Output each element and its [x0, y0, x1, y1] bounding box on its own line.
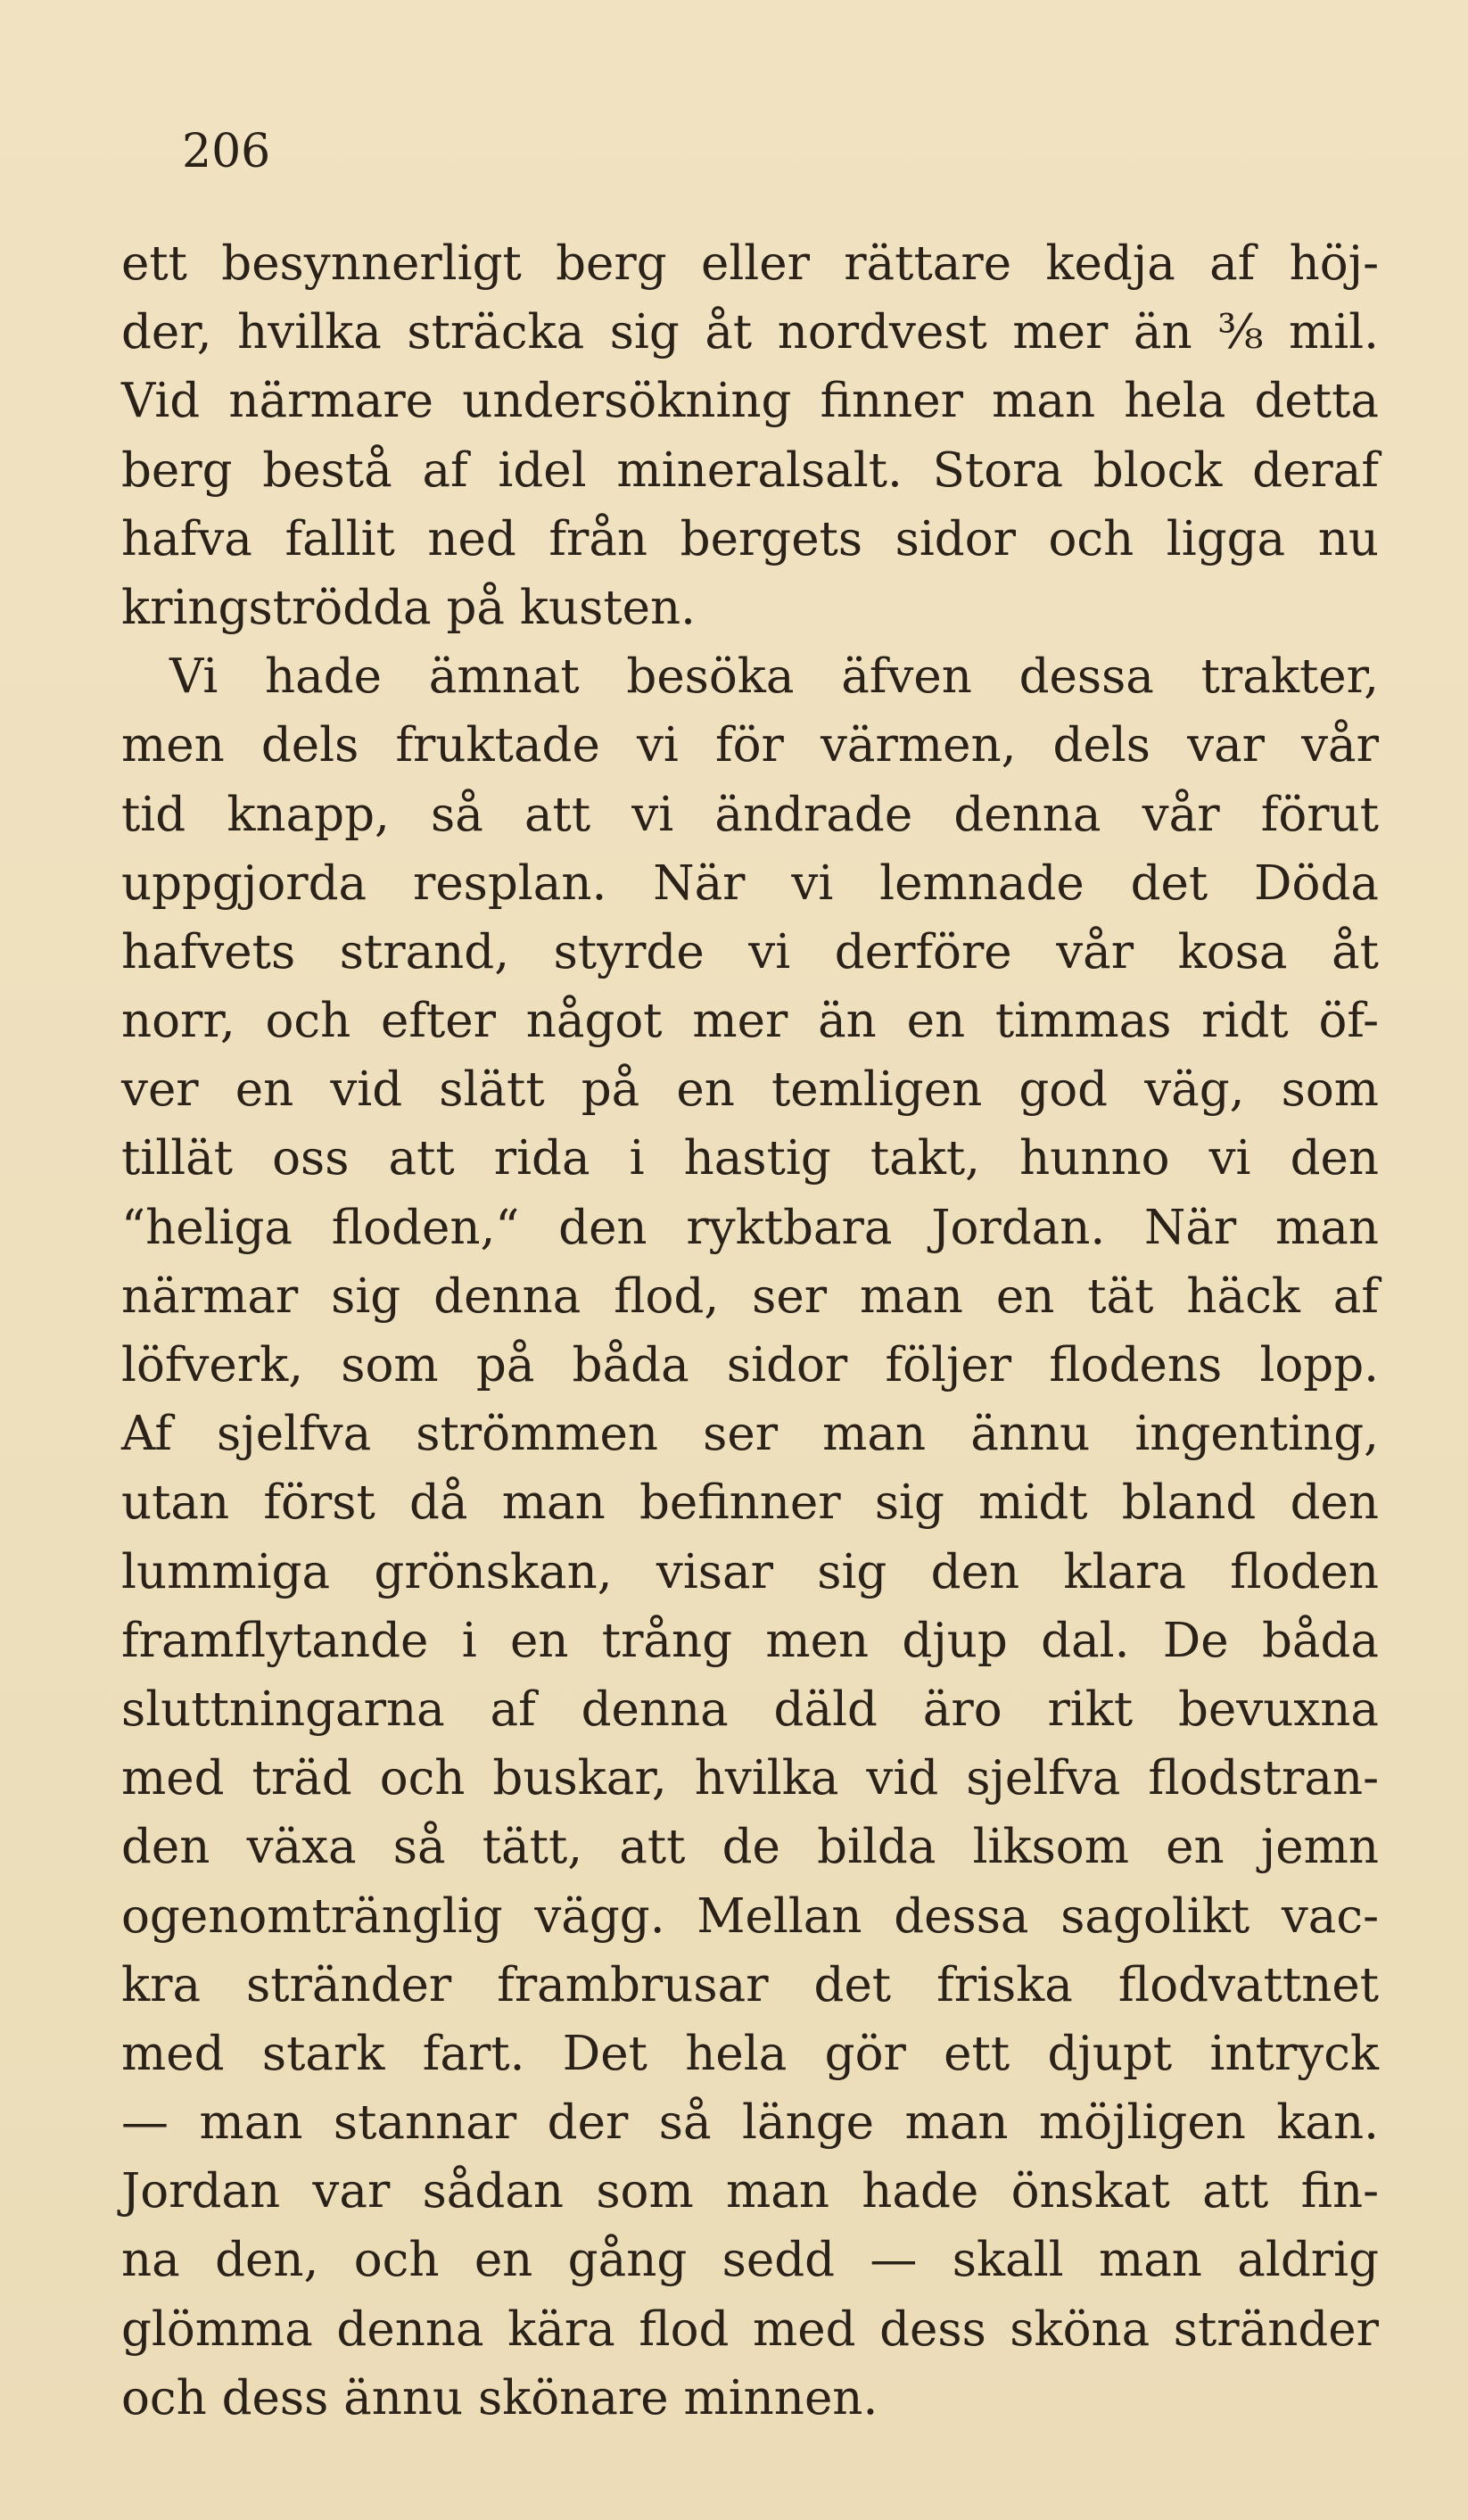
text-line: “heliga floden,“ den ryktbara Jordan. När man [121, 1200, 1379, 1255]
text-line: Vid närmare undersökning finner man hela detta [121, 374, 1379, 429]
text-line: och dess ännu skönare minnen. [121, 2370, 878, 2425]
text-line: norr, och efter något mer än en timmas ridt öf- [121, 994, 1379, 1049]
text-line: ver en vid slätt på en temligen god väg, som [121, 1062, 1379, 1118]
text-line: ett besynnerligt berg eller rättare kedja af höj- [121, 236, 1379, 291]
text-line: kringströdda på kusten. [121, 580, 696, 635]
text-line: uppgjorda resplan. När vi lemnade det Döda [121, 855, 1379, 911]
text-line: Jordan var sådan som man hade önskat att fin- [121, 2164, 1379, 2219]
body-text [121, 229, 1379, 2433]
text-line: tillät oss att rida i hastig takt, hunno vi den [121, 1131, 1379, 1186]
text-line: Af sjelfva strömmen ser man ännu ingenting, [121, 1407, 1379, 1462]
text-line: men dels fruktade vi för värmen, dels var vår [121, 718, 1379, 773]
text-line: glömma denna kära flod med dess sköna stränder [121, 2301, 1379, 2357]
text-line: lummiga grönskan, visar sig den klara floden [121, 1544, 1379, 1599]
text-line: berg bestå af idel mineralsalt. Stora block deraf [121, 442, 1379, 498]
text-line: den växa så tätt, att de bilda liksom en jemn [121, 1820, 1379, 1875]
text-line: ogenomtränglig vägg. Mellan dessa sagolikt vac- [121, 1888, 1379, 1944]
text-line: med stark fart. Det hela gör ett djupt intryck [121, 2026, 1379, 2081]
text-line: hafvets strand, styrde vi derföre vår kosa åt [121, 924, 1379, 979]
text-line: kra stränder frambrusar det friska flodvattnet [121, 1957, 1379, 2012]
text-line: framflytande i en trång men djup dal. De båda [121, 1613, 1379, 1668]
text-line: hafva fallit ned från bergets sidor och ligga nu [121, 511, 1379, 566]
text-line: löfverk, som på båda sidor följer flodens lopp. [121, 1338, 1379, 1392]
text-line: der, hvilka sträcka sig åt nordvest mer än ⅜ mil. [121, 305, 1379, 360]
text-line: tid knapp, så att vi ändrade denna vår förut [121, 787, 1379, 842]
text-line: na den, och en gång sedd — skall man aldrig [121, 2233, 1379, 2288]
text-line: Vi hade ämnat besöka äfven dessa trakter, [169, 649, 1379, 705]
text-line: med träd och buskar, hvilka vid sjelfva flodstran- [121, 1751, 1379, 1806]
text-line: utan först då man befinner sig midt bland den [121, 1475, 1379, 1531]
text-line: — man stannar der så länge man möjligen kan. [121, 2095, 1379, 2151]
text-line: sluttningarna af denna däld äro rikt bevuxna [121, 1681, 1379, 1737]
page-number: 206 [182, 125, 271, 178]
text-line: närmar sig denna flod, ser man en tät häck af [121, 1268, 1379, 1324]
